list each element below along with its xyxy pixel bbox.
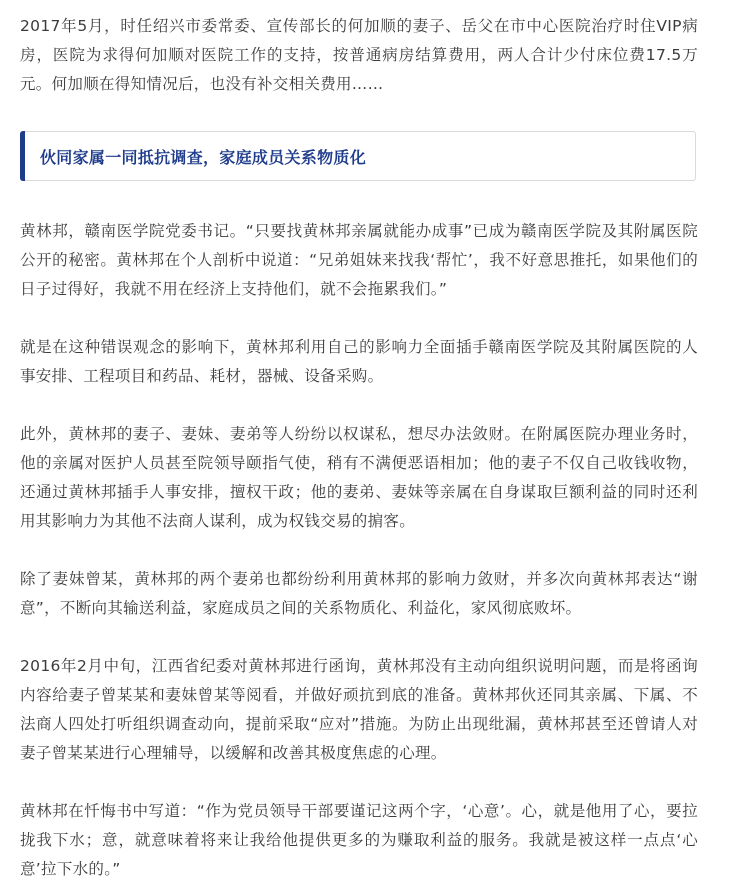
intro-paragraph: 2017年5月，时任绍兴市委常委、宣传部长的何加顺的妻子、岳父在市中心医院治疗时住VIP病房，医院为求得何加顺对医院工作的支持，按普通病房结算费用，两人合计少付床位费17.5万元。何加顺在得知情况后，也没有补交相关费用…… xyxy=(20,17,698,93)
heading-accent-bar xyxy=(20,131,25,181)
article-paragraph: 就是在这种错误观念的影响下，黄林邦利用自己的影响力全面插手赣南医学院及其附属医院的人事安排、工程项目和药品、耗材，器械、设备采购。 xyxy=(20,338,698,385)
article-paragraph: 2016年2月中旬，江西省纪委对黄林邦进行函询，黄林邦没有主动向组织说明问题，而是将函询内容给妻子曾某某和妻妹曾某等阅看，并做好顽抗到底的准备。黄林邦伙还同其亲属、下属、不法商人四处打听组织调查动向，提前采取“应对”措施。为防止出现纰漏，黄林邦甚至还曾请人对妻子曾某某进行心理辅导，以缓解和改善其极度焦虑的心理。 xyxy=(20,657,698,762)
article-paragraph: 黄林邦在忏悔书中写道：“作为党员领导干部要谨记这两个字，‘心意’。心，就是他用了心，要拉拢我下水；意，就意味着将来让我给他提供更多的为赚取利益的服务。我就是被这样一点点‘心意’拉下水的。” xyxy=(20,802,698,878)
section-heading-title: 伙同家属一同抵抗调查，家庭成员关系物质化 xyxy=(40,147,367,167)
article-paragraph: 此外，黄林邦的妻子、妻妹、妻弟等人纷纷以权谋私，想尽办法敛财。在附属医院办理业务时，他的亲属对医护人员甚至院领导颐指气使，稍有不满便恶语相加；他的妻子不仅自己收钱收物，还通过黄林邦插手人事安排，擅权干政；他的妻弟、妻妹等亲属在自身谋取巨额利益的同时还利用其影响力为其他不法商人谋利，成为权钱交易的掮客。 xyxy=(20,425,698,530)
section-heading-box xyxy=(20,131,696,181)
article-paragraph: 黄林邦，赣南医学院党委书记。“只要找黄林邦亲属就能办成事”已成为赣南医学院及其附属医院公开的秘密。黄林邦在个人剖析中说道：“兄弟姐妹来找我‘帮忙’，我不好意思推托，如果他们的日子过得好，我就不用在经济上支持他们，就不会拖累我们。” xyxy=(20,222,698,298)
article-paragraph: 除了妻妹曾某，黄林邦的两个妻弟也都纷纷利用黄林邦的影响力敛财，并多次向黄林邦表达“谢意”，不断向其输送利益，家庭成员之间的关系物质化、利益化，家风彻底败坏。 xyxy=(20,570,698,617)
